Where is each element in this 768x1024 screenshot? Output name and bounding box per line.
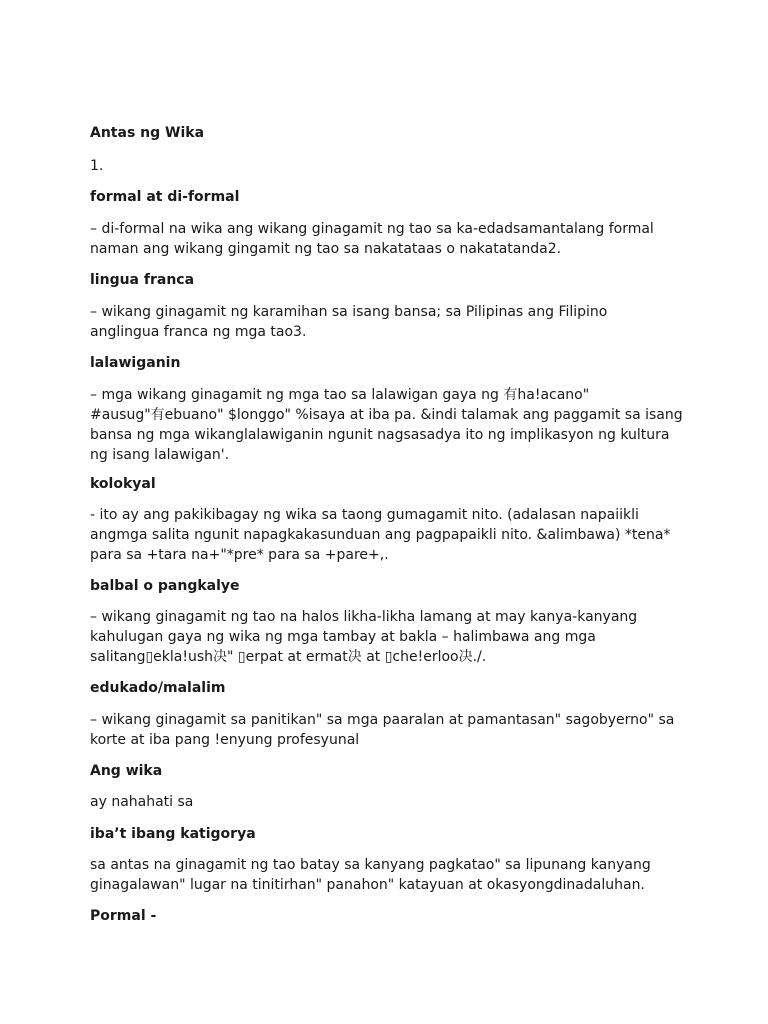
section-heading-pormal: Pormal -: [90, 908, 157, 924]
section-body-lalawiganin: [90, 385, 683, 465]
body-line: - ito ay ang pakikibagay ng wika sa taong gumagamit nito. (adalasan napaiikli: [90, 507, 639, 523]
section-heading-ang-wika: Ang wika: [90, 763, 163, 779]
body-line: korte at iba pang !enyung profesyunal: [90, 732, 360, 748]
body-line: salitang▯ekla!ush决" ▯erpat at ermat决 at ▯che!erloo决./.: [90, 649, 487, 665]
section-body-lingua-franca: [90, 302, 607, 342]
body-line: anglingua franca ng mga tao3.: [90, 324, 307, 340]
body-line: ay nahahati sa: [90, 794, 194, 810]
section-body-ang-wika: [90, 792, 193, 812]
body-line: naman ang wikang gingamit ng tao sa nakatataas o nakatatanda2.: [90, 241, 562, 257]
body-line: ng isang lalawigan'.: [90, 447, 230, 463]
section-heading-lalawiganin: lalawiganin: [90, 355, 181, 371]
body-line: – di-formal na wika ang wikang ginagamit ng tao sa ka-edadsamantalang formal: [90, 221, 654, 237]
body-line: – wikang ginagamit ng karamihan sa isang bansa; sa Pilipinas ang Filipino: [90, 304, 608, 320]
section-body-katigorya: [90, 855, 651, 895]
body-line: bansa ng mga wikanglalawiganin ngunit nagsasadya ito ng implikasyon ng kultura: [90, 427, 670, 443]
body-line: – wikang ginagamit ng tao na halos likha-likha lamang at may kanya-kanyang: [90, 609, 638, 625]
body-line: angmga salita ngunit napagkakasunduan ang pagpapaikli nito. &alimbawa) *tena*: [90, 527, 671, 543]
list-number: 1.: [90, 158, 104, 174]
section-heading-lingua-franca: lingua franca: [90, 272, 195, 288]
document-title: Antas ng Wika: [90, 125, 205, 141]
section-heading-edukado: edukado/malalim: [90, 680, 226, 696]
section-body-kolokyal: [90, 505, 670, 565]
body-line: – mga wikang ginagamit ng mga tao sa lalawigan gaya ng 有ha!acano": [90, 387, 590, 403]
section-body-balbal: [90, 607, 637, 667]
body-line: ginagalawan" lugar na tinitirhan" panahon" katayuan at okasyongdinadaluhan.: [90, 877, 645, 893]
body-line: sa antas na ginagamit ng tao batay sa kanyang pagkatao" sa lipunang kanyang: [90, 857, 651, 873]
section-heading-balbal: balbal o pangkalye: [90, 578, 240, 594]
section-heading-katigorya: iba’t ibang katigorya: [90, 826, 256, 842]
section-body-formal: [90, 219, 654, 259]
body-line: – wikang ginagamit sa panitikan" sa mga paaralan at pamantasan" sagobyerno" sa: [90, 712, 675, 728]
body-line: para sa +tara na+"*pre* para sa +pare+,.: [90, 547, 389, 563]
section-heading-formal: formal at di-formal: [90, 189, 240, 205]
body-line: kahulugan gaya ng wika ng mga tambay at bakla – halimbawa ang mga: [90, 629, 596, 645]
section-heading-kolokyal: kolokyal: [90, 476, 156, 492]
section-body-edukado: [90, 710, 674, 750]
body-line: #ausug"有ebuano" $longgo" %isaya at iba pa. &indi talamak ang paggamit sa isang: [90, 407, 683, 423]
